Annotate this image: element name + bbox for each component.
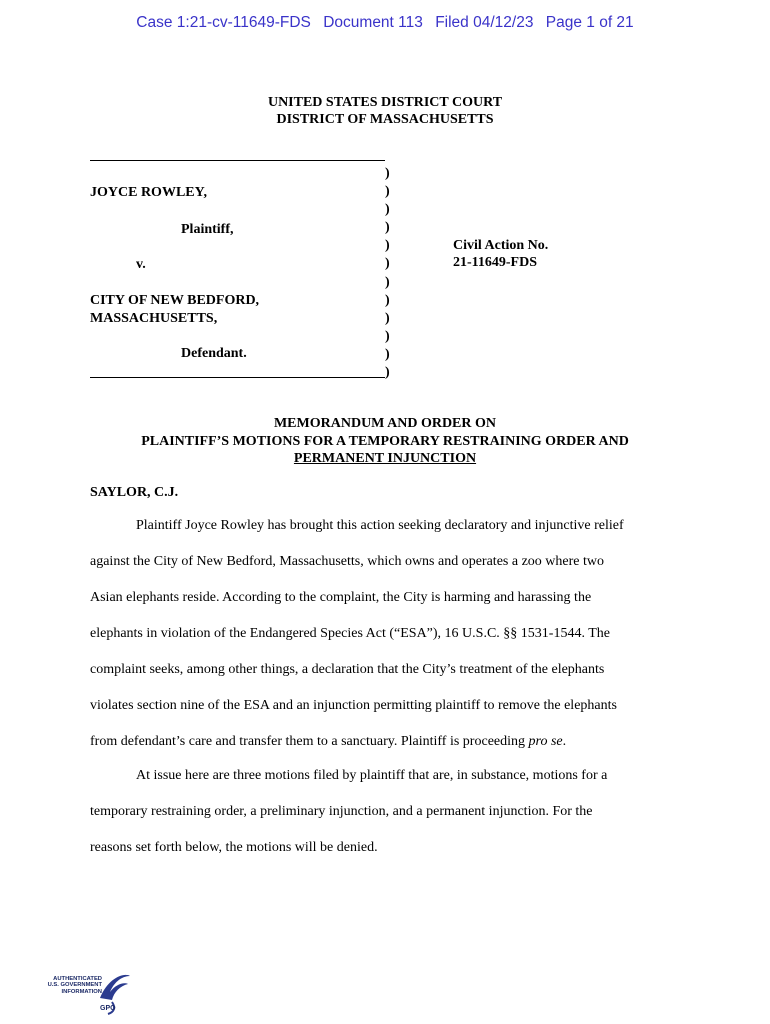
court-name: UNITED STATES DISTRICT COURT <box>267 95 503 110</box>
gpo-authentication-seal <box>42 968 132 1018</box>
caption-parentheses: ) ) ) ) ) ) ) ) ) ) ) ) <box>385 166 390 381</box>
paragraph-line: At issue here are three motions filed by plaintiff that are, in substance, motions for a <box>136 768 608 783</box>
paragraph-line: reasons set forth below, the motions will be denied. <box>90 840 378 855</box>
paragraph-line: violates section nine of the ESA and an injunction permitting plaintiff to remove the elephants <box>90 698 617 713</box>
seal-line1: AUTHENTICATED <box>53 976 102 982</box>
case-number: Case 1:21-cv-11649-FDS <box>136 14 311 31</box>
versus: v. <box>136 257 146 272</box>
paragraph-line: against the City of New Bedford, Massachusetts, which owns and operates a zoo where two <box>90 554 604 569</box>
eagle-icon <box>94 968 134 1016</box>
pro-se-italic: pro se <box>528 734 563 749</box>
civil-action-label: Civil Action No. <box>453 238 549 253</box>
civil-action <box>453 237 548 271</box>
paragraph-line-last <box>90 724 690 760</box>
civil-action-number: 21-11649-FDS <box>453 255 537 270</box>
defendant-role: Defendant. <box>181 346 247 361</box>
plaintiff-name: JOYCE ROWLEY, <box>90 185 207 200</box>
paragraph-line: Plaintiff Joyce Rowley has brought this action seeking declaratory and injunctive relief <box>136 518 624 533</box>
title-line3: PERMANENT INJUNCTION <box>293 451 477 466</box>
filed-date: Filed 04/12/23 <box>435 14 534 31</box>
paragraph-line: Asian elephants reside. According to the complaint, the City is harming and harassing the <box>90 590 592 605</box>
court-district: DISTRICT OF MASSACHUSETTS <box>276 112 494 127</box>
paragraph-text: from defendant’s care and transfer them to a sanctuary. Plaintiff is proceeding <box>90 734 529 749</box>
memorandum-title <box>0 415 770 468</box>
caption-bottom-rule <box>90 377 385 378</box>
paragraph-line: elephants in violation of the Endangered Species Act (“ESA”), 16 U.S.C. §§ 1531-1544. The <box>90 626 610 641</box>
ecf-header <box>0 14 770 32</box>
seal-line2: U.S. GOVERNMENT <box>47 982 102 989</box>
page-number: Page 1 of 21 <box>545 14 634 31</box>
defendant-name-line2: MASSACHUSETTS, <box>90 311 218 326</box>
paragraph-1 <box>90 508 690 760</box>
document-number: Document 113 <box>323 14 423 31</box>
seal-line3: INFORMATION <box>61 988 102 995</box>
court-heading <box>0 94 770 128</box>
title-line1: MEMORANDUM AND ORDER ON <box>273 416 497 431</box>
gpo-mark: GPO <box>100 1005 116 1012</box>
paragraph-line: complaint seeks, among other things, a declaration that the City’s treatment of the elephants <box>90 662 605 677</box>
paragraph-line: temporary restraining order, a preliminary injunction, and a permanent injunction. For the <box>90 804 593 819</box>
plaintiff-role: Plaintiff, <box>181 222 234 237</box>
defendant-name-line1: CITY OF NEW BEDFORD, <box>90 293 260 308</box>
judge-name: SAYLOR, C.J. <box>90 485 179 500</box>
title-line2: PLAINTIFF’S MOTIONS FOR A TEMPORARY RESTRAINING ORDER AND <box>141 433 629 449</box>
period: . <box>562 734 567 749</box>
paragraph-2 <box>90 758 690 866</box>
seal-text <box>42 976 102 995</box>
caption-top-rule <box>90 160 385 161</box>
